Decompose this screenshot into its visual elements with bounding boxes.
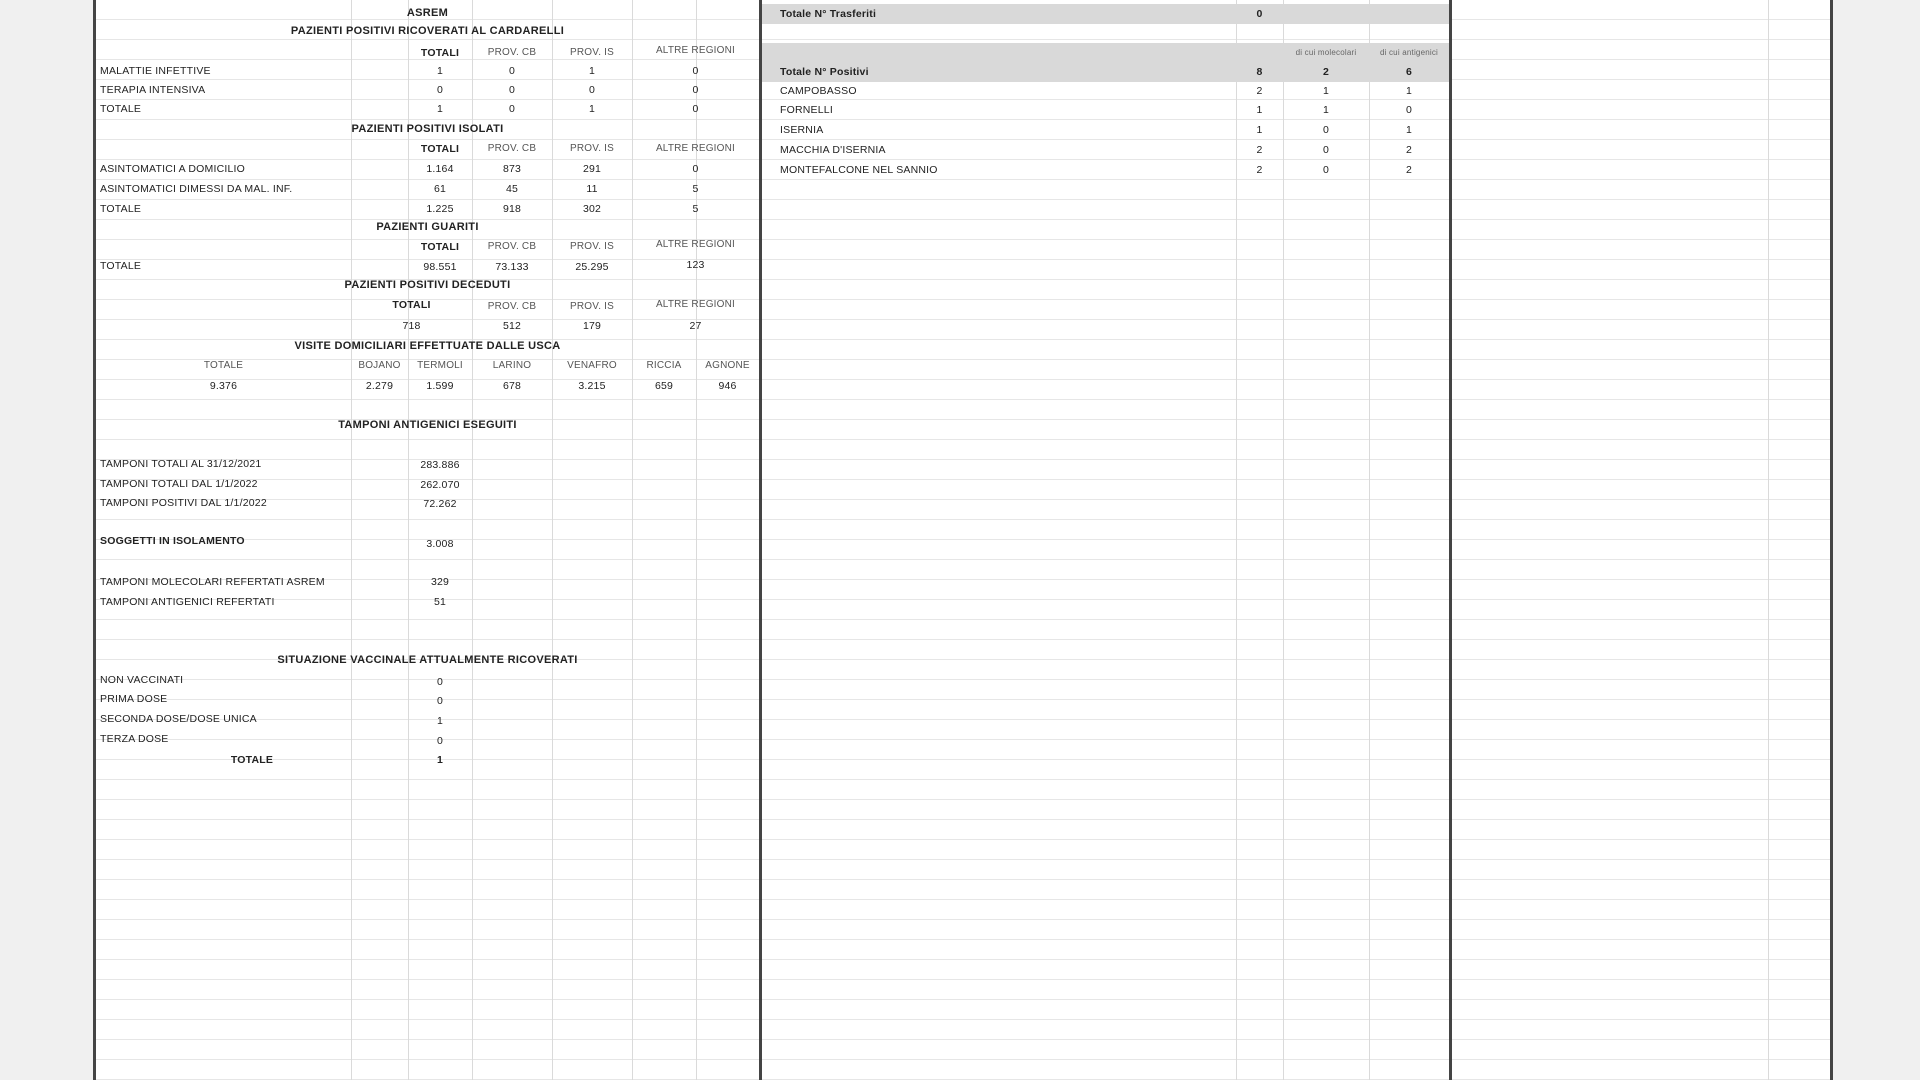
cell-value: 1: [1322, 104, 1330, 116]
header-altre-regioni: ALTRE REGIONI: [655, 143, 736, 154]
trasferiti-value: 0: [1256, 8, 1263, 20]
section-title-tamponi: TAMPONI ANTIGENICI ESEGUITI: [338, 419, 517, 431]
header-agnone: AGNONE: [705, 360, 750, 371]
cell-value: 1.164: [426, 163, 454, 175]
row-label: TERZA DOSE: [100, 733, 169, 745]
cell-value: 946: [718, 380, 737, 392]
cell-value: 0: [436, 84, 444, 96]
row-label: SECONDA DOSE/DOSE UNICA: [100, 713, 257, 725]
positivi-total: 8: [1256, 66, 1263, 78]
row-label: ASINTOMATICI A DOMICILIO: [100, 163, 246, 175]
cell-value: 2: [1256, 144, 1263, 156]
cell-value: 718: [402, 320, 421, 332]
cell-value: 3.215: [578, 380, 606, 392]
cell-value: 0: [1405, 104, 1413, 116]
cell-value: 0: [508, 103, 516, 115]
cell-value: 918: [502, 203, 522, 215]
cell-value: 1: [1256, 124, 1263, 136]
cell-value: 0: [588, 84, 596, 96]
row-label: TAMPONI TOTALI DAL 1/1/2022: [100, 478, 258, 490]
positivi-molecolari: 2: [1322, 66, 1330, 78]
cell-value: 0: [1322, 164, 1330, 176]
row-label: TAMPONI ANTIGENICI REFERTATI: [100, 596, 275, 608]
row-label: TOTALE: [100, 203, 142, 215]
cell-value: 98.551: [423, 261, 457, 273]
asrem-title: ASREM: [406, 7, 449, 19]
cell-value: 3.008: [426, 538, 454, 550]
positivi-label: Totale N° Positivi: [780, 66, 869, 78]
cell-value: 72.262: [423, 498, 457, 510]
cell-value: 2: [1256, 164, 1263, 176]
cell-value: 0: [436, 735, 444, 747]
cell-value: 2.279: [365, 380, 394, 392]
header-altre-regioni: ALTRE REGIONI: [655, 239, 736, 250]
section-title-usca: VISITE DOMICILIARI EFFETTUATE DALLE USCA: [294, 340, 561, 352]
cell-value: 1: [1405, 85, 1413, 97]
header-totali: TOTALI: [420, 47, 460, 59]
cell-value: 1: [588, 65, 596, 77]
grid-line: [1768, 0, 1769, 1080]
cell-value: 1: [1322, 85, 1330, 97]
cell-value: 659: [654, 380, 674, 392]
column-separator: [1449, 0, 1452, 1080]
row-label: PRIMA DOSE: [100, 693, 168, 705]
cell-value: 1.225: [426, 203, 454, 215]
cell-value: 0: [436, 695, 444, 707]
cell-value: 0: [1322, 144, 1330, 156]
cell-value: 329: [430, 576, 450, 588]
cell-value: 27: [689, 320, 702, 332]
cell-value: 1: [1256, 104, 1263, 116]
spreadsheet-page: [93, 0, 1833, 1080]
cell-value: 283.886: [420, 459, 460, 471]
row-label: TOTALE: [100, 103, 142, 115]
header-prov-cb: PROV. CB: [487, 241, 537, 252]
grid-line: [351, 0, 352, 1080]
cell-value: 0: [508, 65, 516, 77]
cell-value: 179: [582, 320, 602, 332]
cell-value: 61: [433, 183, 447, 195]
positivi-antigenici: 6: [1405, 66, 1413, 78]
cell-value: 1: [436, 715, 444, 727]
cell-value: 0: [692, 163, 699, 175]
header-altre-regioni: ALTRE REGIONI: [655, 299, 736, 310]
cell-value: 123: [686, 259, 705, 271]
comune-name: CAMPOBASSO: [780, 85, 857, 97]
sub-header-molecolari: di cui molecolari: [1295, 48, 1357, 57]
cell-value: 0: [508, 84, 516, 96]
row-label: TAMPONI MOLECOLARI REFERTATI ASREM: [100, 576, 325, 588]
header-prov-is: PROV. IS: [569, 241, 615, 252]
cell-value: 302: [582, 203, 602, 215]
cell-value: 262.070: [420, 479, 460, 491]
cell-value: 0: [692, 84, 699, 96]
trasferiti-label: Totale N° Trasferiti: [780, 8, 877, 20]
header-altre-regioni: ALTRE REGIONI: [655, 45, 736, 56]
section-title-deceduti: PAZIENTI POSITIVI DECEDUTI: [344, 279, 511, 291]
cell-value: 51: [433, 596, 447, 608]
comune-name: FORNELLI: [780, 104, 833, 116]
row-label: TAMPONI TOTALI AL 31/12/2021: [100, 458, 262, 470]
cell-value: 2: [1405, 144, 1413, 156]
row-label: MALATTIE INFETTIVE: [100, 65, 211, 77]
cell-value: 25.295: [575, 261, 609, 273]
section-title-cardarelli: PAZIENTI POSITIVI RICOVERATI AL CARDARELLI: [290, 25, 565, 37]
row-label: TAMPONI POSITIVI DAL 1/1/2022: [100, 497, 267, 509]
sub-header-antigenici: di cui antigenici: [1379, 48, 1439, 57]
cell-value: 73.133: [495, 261, 529, 273]
header-prov-is: PROV. IS: [569, 47, 615, 58]
cell-value: 291: [582, 163, 602, 175]
cell-value: 2: [1256, 85, 1263, 97]
section-title-guariti: PAZIENTI GUARITI: [376, 221, 479, 233]
row-label-isolamento: SOGGETTI IN ISOLAMENTO: [100, 535, 245, 547]
row-label: NON VACCINATI: [100, 674, 184, 686]
row-label: TOTALE: [100, 260, 142, 272]
header-prov-is: PROV. IS: [569, 143, 615, 154]
cell-value: 45: [505, 183, 519, 195]
cell-value: 11: [586, 183, 598, 195]
cell-value: 0: [1322, 124, 1330, 136]
cell-value-total: 1: [436, 754, 444, 766]
cell-value: 9.376: [209, 380, 238, 392]
header-totale: TOTALE: [203, 360, 244, 371]
column-separator: [759, 0, 762, 1080]
cell-value: 0: [692, 65, 699, 77]
cell-value: 1.599: [426, 380, 454, 392]
cell-value: 1: [436, 103, 444, 115]
header-larino: LARINO: [492, 360, 532, 371]
cell-value: 1: [588, 103, 596, 115]
row-label: TERAPIA INTENSIVA: [100, 84, 206, 96]
cell-value: 512: [502, 320, 522, 332]
header-prov-cb: PROV. CB: [487, 143, 537, 154]
header-prov-is: PROV. IS: [569, 301, 615, 312]
header-totali: TOTALI: [420, 241, 460, 253]
header-termoli: TERMOLI: [417, 360, 463, 371]
header-totali: TOTALI: [420, 143, 460, 155]
cell-value: 5: [692, 183, 699, 195]
cell-value: 0: [436, 676, 444, 688]
header-prov-cb: PROV. CB: [487, 47, 537, 58]
cell-value: 1: [436, 65, 444, 77]
cell-value: 873: [502, 163, 522, 175]
cell-value: 5: [692, 203, 699, 215]
cell-value: 2: [1405, 164, 1413, 176]
cell-value: 0: [692, 103, 699, 115]
row-label-total: TOTALE: [230, 754, 274, 766]
comune-name: ISERNIA: [780, 124, 824, 136]
header-totali: TOTALI: [392, 299, 431, 311]
comune-name: MONTEFALCONE NEL SANNIO: [780, 164, 938, 176]
section-title-isolati: PAZIENTI POSITIVI ISOLATI: [351, 123, 504, 135]
header-riccia: RICCIA: [646, 360, 682, 371]
section-title-vaccinale: SITUAZIONE VACCINALE ATTUALMENTE RICOVERATI: [277, 654, 578, 666]
header-bojano: BOJANO: [358, 360, 401, 371]
cell-value: 678: [502, 380, 522, 392]
comune-name: MACCHIA D'ISERNIA: [780, 144, 886, 156]
row-label: ASINTOMATICI DIMESSI DA MAL. INF.: [100, 183, 293, 195]
header-prov-cb: PROV. CB: [487, 301, 537, 312]
header-venafro: VENAFRO: [567, 360, 617, 371]
cell-value: 1: [1405, 124, 1413, 136]
